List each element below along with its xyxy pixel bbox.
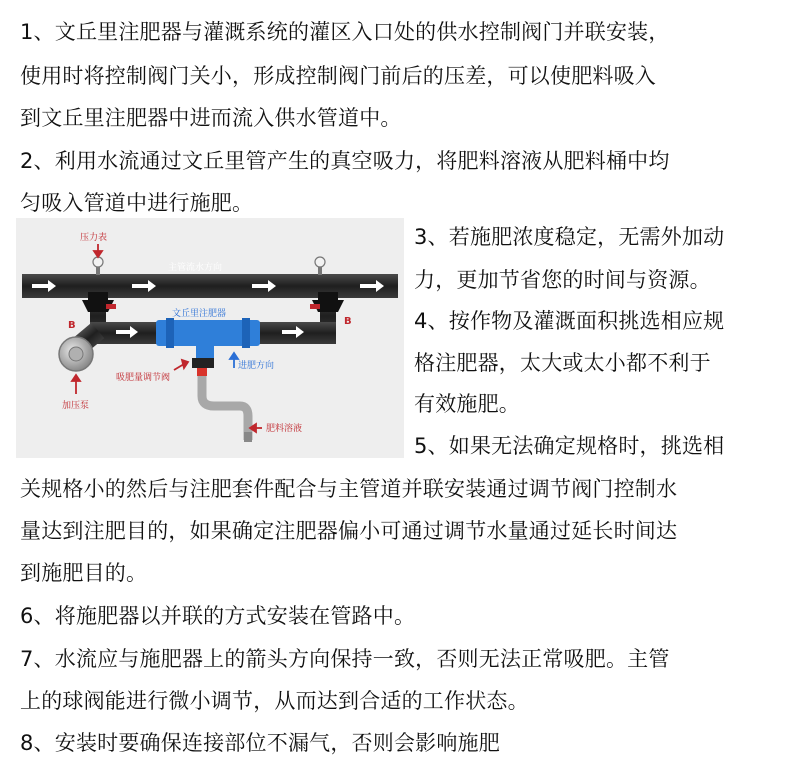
inflow-arrow-icon xyxy=(230,353,238,368)
label-valve-left: B xyxy=(68,320,76,331)
label-pressure-gauge: 压力表 xyxy=(80,233,108,243)
paragraph-line: 上的球阀能进行微小调节，从而达到合适的工作状态。 xyxy=(20,689,529,713)
paragraph-line: 有效施肥。 xyxy=(414,392,520,416)
paragraph-line: 2、利用水流通过文丘里管产生的真空吸力，将肥料溶液从肥料桶中均 xyxy=(20,149,670,173)
paragraph-line: 7、水流应与施肥器上的箭头方向保持一致，否则无法正常吸肥。主管 xyxy=(20,647,670,671)
venturi-ring xyxy=(242,318,250,348)
paragraph-line: 5、如果无法确定规格时，挑选相 xyxy=(414,434,725,458)
paragraph-line: 4、按作物及灌溉面积挑选相应规 xyxy=(414,309,725,333)
label-booster-pump: 加压泵 xyxy=(62,401,90,411)
diagram-svg xyxy=(16,218,404,458)
paragraph-line: 匀吸入管道中进行施肥。 xyxy=(20,191,254,215)
paragraph-line: 到文丘里注肥器中进而流入供水管道中。 xyxy=(20,106,402,130)
suction-valve xyxy=(192,358,214,368)
paragraph-line: 力，更加节省您的时间与资源。 xyxy=(414,268,711,292)
paragraph-line: 使用时将控制阀门关小，形成控制阀门前后的压差，可以使肥料吸入 xyxy=(20,64,656,88)
installation-diagram xyxy=(16,218,404,458)
venturi-inlet xyxy=(196,344,214,360)
label-main-flow: 主管流水方向 xyxy=(168,263,223,273)
hose-end xyxy=(244,432,252,442)
paragraph-line: 格注肥器，太大或太小都不利于 xyxy=(414,351,711,375)
paragraph-line: 量达到注肥目的，如果确定注肥器偏小可通过调节水量通过延长时间达 xyxy=(20,519,678,543)
label-fertilizer-solution: 肥料溶液 xyxy=(266,424,303,434)
paragraph-line: 1、文丘里注肥器与灌溉系统的灌区入口处的供水控制阀门并联安装， xyxy=(20,20,670,44)
paragraph-line: 3、若施肥浓度稳定，无需外加动 xyxy=(414,225,725,249)
pressure-gauge-right-icon xyxy=(315,257,325,275)
booster-pump-center xyxy=(69,347,83,361)
label-valve-right: B xyxy=(344,316,352,327)
suction-valve-handle xyxy=(197,368,207,376)
label-venturi: 文丘里注肥器 xyxy=(172,309,227,319)
paragraph-line: 关规格小的然后与注肥套件配合与主管道并联安装通过调节阀门控制水 xyxy=(20,477,678,501)
suction-hose xyxy=(202,376,248,440)
main-pipe xyxy=(22,274,398,298)
label-inflow-direction: 进肥方向 xyxy=(238,361,275,371)
paragraph-line: 6、将施肥器以并联的方式安装在管路中。 xyxy=(20,604,416,628)
label-suction-valve: 吸肥量调节阀 xyxy=(116,373,171,383)
paragraph-line: 到施肥目的。 xyxy=(20,561,148,585)
pressure-gauge-left-icon xyxy=(93,257,103,275)
paragraph-line: 8、安装时要确保连接部位不漏气，否则会影响施肥 xyxy=(20,731,500,755)
venturi-ring xyxy=(166,318,174,348)
